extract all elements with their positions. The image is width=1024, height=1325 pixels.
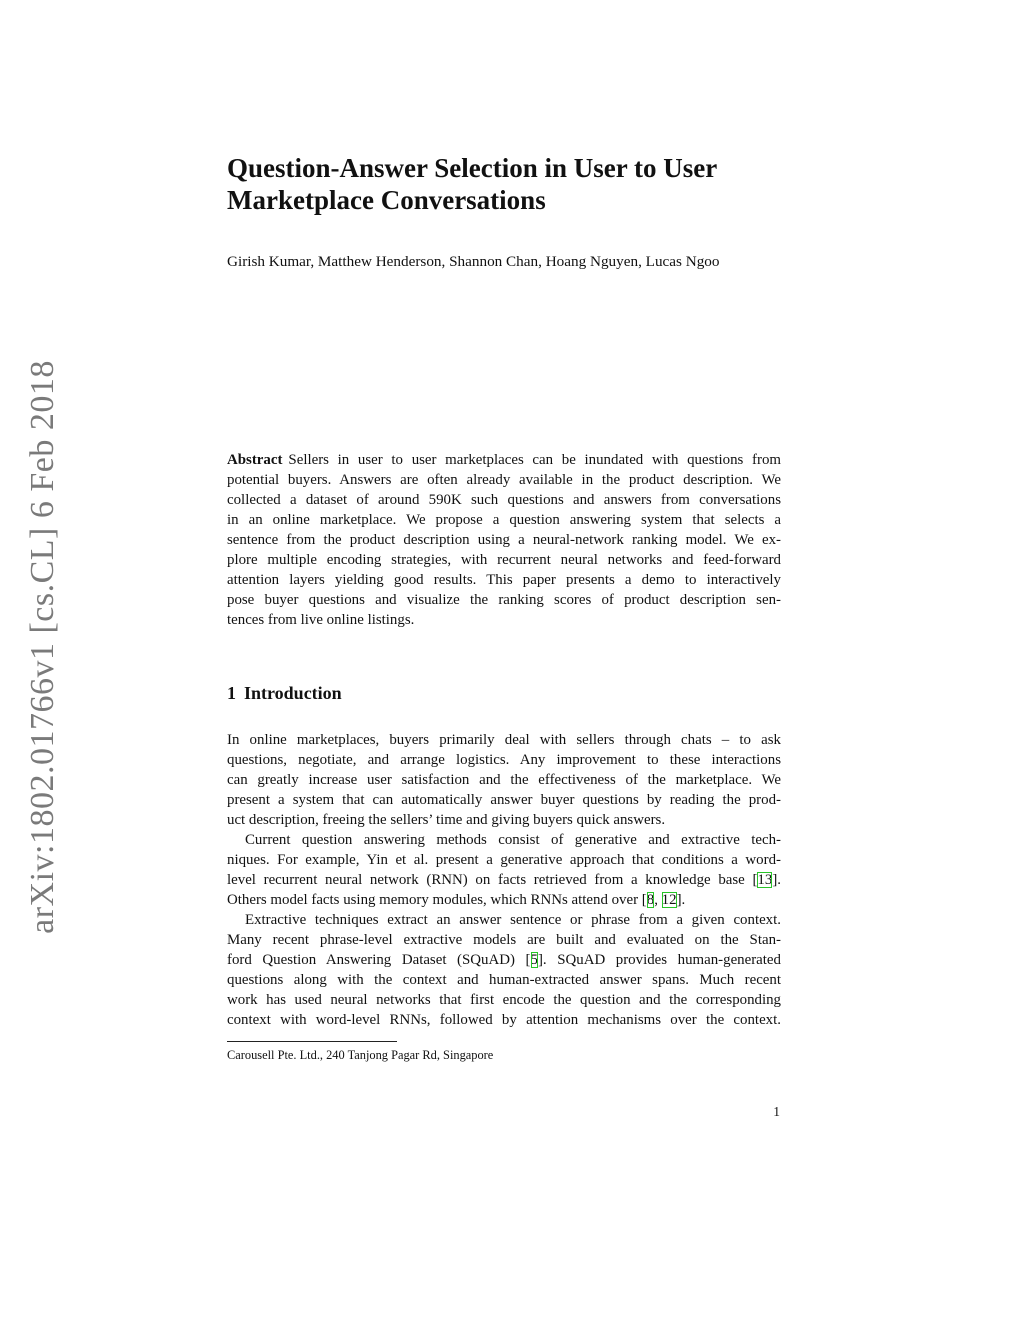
abstract-line: attention layers yielding good results. This paper presents a demo to interactively: [227, 572, 781, 588]
section-title: Introduction: [244, 683, 342, 703]
abstract-line: tences from live online listings.: [227, 612, 415, 628]
title-line-2: Marketplace Conversations: [227, 185, 546, 215]
abstract-line: collected a dataset of around 590K such questions and answers from conversations: [227, 492, 781, 508]
intro-line-text: ford Question Answering Dataset (SQuAD) [: [227, 952, 531, 968]
intro-line-text: Others model facts using memory modules, which RNNs attend over [: [227, 892, 647, 908]
intro-line: work has used neural networks that first encode the question and the corresponding: [227, 992, 781, 1008]
abstract-line: in an online marketplace. We propose a question answering system that selects a: [227, 512, 781, 528]
author-list: Girish Kumar, Matthew Henderson, Shannon Chan, Hoang Nguyen, Lucas Ngoo: [227, 253, 720, 270]
abstract-line: potential buyers. Answers are often already available in the product description. We: [227, 472, 781, 488]
citation-link[interactable]: 5: [530, 952, 538, 968]
abstract-line: pose buyer questions and visualize the ranking scores of product description sen-: [227, 592, 781, 608]
intro-line: Extractive techniques extract an answer sentence or phrase from a given context.: [245, 912, 781, 928]
intro-line: niques. For example, Yin et al. present a generative approach that conditions a word-: [227, 852, 781, 868]
section-heading-introduction: [227, 681, 342, 705]
intro-line-text: ]. SQuAD provides human-generated: [537, 952, 781, 968]
intro-line: [227, 890, 781, 910]
intro-line: Current question answering methods consist of generative and extractive tech-: [245, 832, 781, 848]
footnote-affiliation: Carousell Pte. Ltd., 240 Tanjong Pagar Rd, Singapore: [227, 1048, 494, 1062]
citation-link[interactable]: 12: [661, 892, 677, 908]
title-line-1: Question-Answer Selection in User to User: [227, 153, 718, 183]
intro-line: context with word-level RNNs, followed by attention mechanisms over the context.: [227, 1012, 781, 1028]
page-number: 1: [773, 1104, 780, 1119]
abstract: [227, 450, 781, 630]
citation-link[interactable]: 13: [757, 872, 773, 888]
intro-line-text: ].: [772, 872, 781, 888]
intro-line: Many recent phrase-level extractive models are built and evaluated on the Stan-: [227, 932, 781, 948]
abstract-line: sentence from the product description using a neural-network ranking model. We ex-: [227, 532, 781, 548]
intro-line: [227, 870, 781, 890]
abstract-line: plore multiple encoding strategies, with recurrent neural networks and feed-forward: [227, 552, 781, 568]
abstract-label: Abstract: [227, 452, 283, 468]
intro-line: [227, 950, 781, 970]
citation-separator: ,: [654, 892, 662, 908]
intro-line: present a system that can automatically answer buyer questions by reading the prod-: [227, 792, 781, 808]
footnote-divider: [227, 1041, 397, 1042]
intro-line: uct description, freeing the sellers’ time and giving buyers quick answers.: [227, 812, 666, 828]
citation-link[interactable]: 8: [646, 892, 655, 908]
paper-title: [227, 152, 787, 216]
intro-line: can greatly increase user satisfaction and the effectiveness of the marketplace. We: [227, 772, 781, 788]
abstract-line: [227, 450, 781, 470]
section-number: 1: [227, 683, 236, 703]
intro-line-text: ].: [676, 892, 686, 908]
intro-line: In online marketplaces, buyers primarily deal with sellers through chats – to ask: [227, 732, 781, 748]
arxiv-identifier-text: arXiv:1802.01766v1 [cs.CL] 6 Feb 2018: [24, 360, 61, 934]
intro-line: questions, negotiate, and arrange logistics. Any improvement to these interactions: [227, 752, 781, 768]
intro-line: questions along with the context and human-extracted answer spans. Much recent: [227, 972, 781, 988]
introduction-body: [227, 730, 781, 1030]
abstract-line-text: Sellers in user to user marketplaces can be inundated with questions from: [288, 452, 781, 468]
intro-line-text: level recurrent neural network (RNN) on facts retrieved from a knowledge base [: [227, 872, 758, 888]
